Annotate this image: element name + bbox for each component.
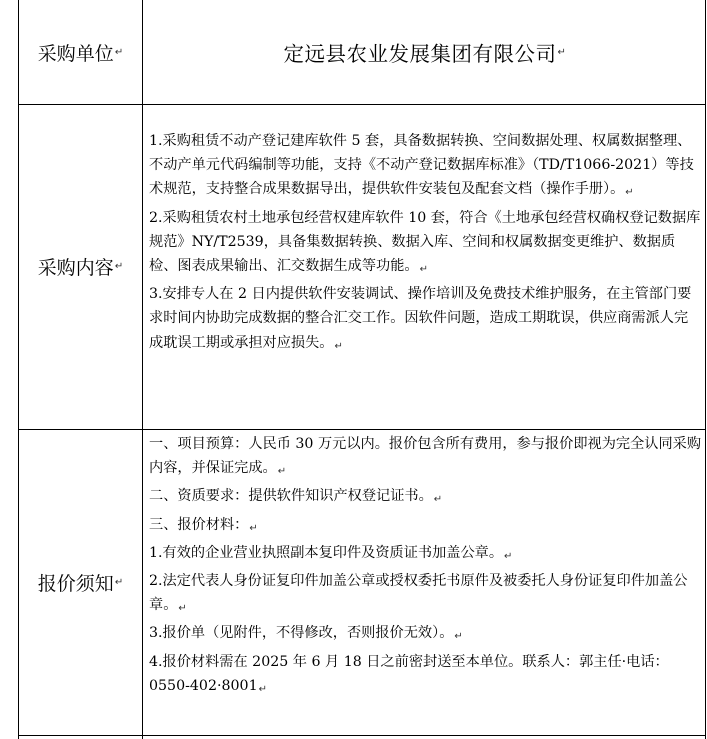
content-label-cell: [19, 104, 142, 429]
unit-value: 定远县农业发展集团有限公司: [283, 42, 557, 66]
notice-qualification: 二、资质要求：提供软件知识产权登记证书。↵: [149, 488, 443, 506]
paragraph-mark: ↵: [249, 522, 258, 534]
paragraph-mark: ↵: [625, 187, 634, 199]
table-bottom-border: [18, 735, 706, 736]
notice-label: 报价须知: [37, 572, 114, 595]
content-item-3: 3.安排专人在 2 日内提供软件安装调试、操作培训及免费技术维护服务，在主管部门要求时间内协助完成数据的整合汇交工作。因软件问题，造成工期耽误，供应商需派人完成耽误工期或承担对应损失。↵: [149, 286, 692, 352]
paragraph-mark: ↵: [114, 46, 124, 58]
notice-material-4-contact: 4.报价材料需在 2025 年 6 月 18 日之前密封送至本单位。联系人：郭主任·电话：0550-402·8001↵: [149, 653, 669, 695]
notice-value-cell: [149, 432, 701, 702]
content-label: 采购内容: [37, 257, 114, 279]
table-column-divider: [142, 0, 143, 739]
content-item-2: 2.采购租赁农村土地承包经营权建库软件 10 套，符合《土地承包经营权确权登记数据库规范》NY/T2539，具备集数据转换、数据入库、空间和权属数据变更维护、数据质检、图表成果输出、汇交数据生成等功能。↵: [149, 209, 701, 276]
unit-value-cell: [149, 0, 701, 104]
paragraph-mark: ↵: [258, 683, 267, 695]
content-item-1: 1.采购租赁不动产登记建库软件 5 套，具备数据转换、空间数据处理、权属数据整理、不动产单元代码编制等功能，支持《不动产登记数据库标准》（TD/T1066-2021）等技术规范，支持整合成果数据导出，提供软件安装包及配套文档（操作手册）。↵: [149, 133, 694, 199]
paragraph-mark: ↵: [557, 46, 567, 58]
paragraph-mark: ↵: [419, 264, 428, 276]
paragraph-mark: ↵: [504, 550, 513, 562]
notice-material-1: 1.有效的企业营业执照副本复印件及资质证书加盖公章。↵: [149, 544, 513, 562]
notice-material-3: 3.报价单（见附件，不得修改，否则报价无效）。↵: [149, 625, 463, 643]
content-value-cell: [149, 129, 701, 359]
paragraph-mark: ↵: [114, 261, 124, 272]
unit-label: 采购单位: [37, 42, 114, 65]
paragraph-mark: ↵: [114, 576, 124, 588]
paragraph-mark: ↵: [334, 340, 343, 352]
notice-label-cell: [19, 429, 142, 735]
paragraph-mark: ↵: [178, 603, 187, 615]
table-right-border: [705, 0, 706, 739]
paragraph-mark: ↵: [277, 466, 287, 478]
notice-material-2: 2.法定代表人身份证复印件加盖公章或授权委托书原件及被委托人身份证复印件加盖公章。↵: [149, 573, 688, 615]
paragraph-mark: ↵: [433, 494, 443, 506]
unit-label-cell: [19, 0, 142, 104]
notice-budget: 一、项目预算：人民币 30 万元以内。报价包含所有费用，参与报价即视为完全认同采购内容，并保证完成。↵: [149, 436, 702, 478]
notice-materials-heading: 三、报价材料：↵: [149, 516, 258, 534]
paragraph-mark: ↵: [454, 631, 463, 643]
